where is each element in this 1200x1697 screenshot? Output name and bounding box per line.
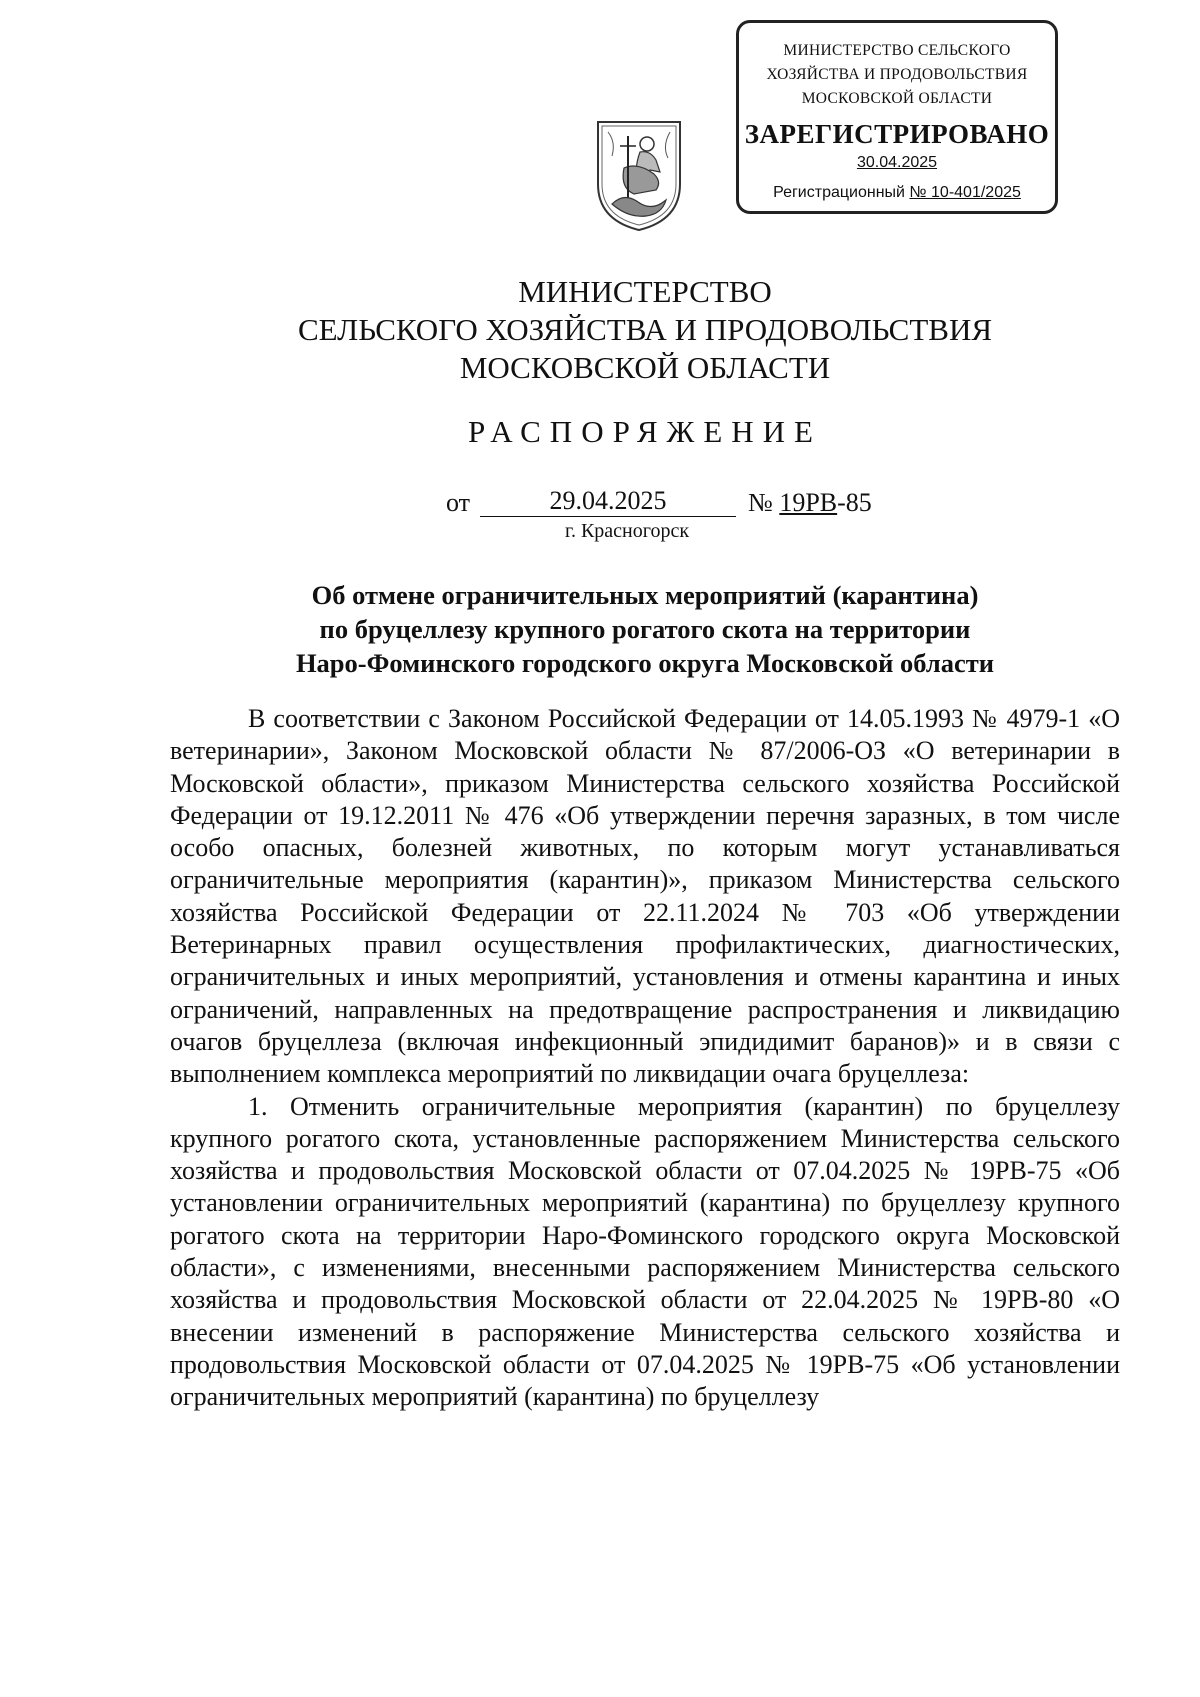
document-date-number-line: [446, 486, 1086, 522]
stamp-org-line: МИНИСТЕРСТВО СЕЛЬСКОГО: [783, 42, 1011, 59]
ministry-name-line: СЕЛЬСКОГО ХОЗЯЙСТВА И ПРОДОВОЛЬСТВИЯ: [297, 312, 993, 347]
body-paragraph-preamble: В соответствии с Законом Российской Федерации от 14.05.1993 № 4979-1 «О ветеринарии», Законом Московской области № 87/2006-ОЗ «О ветеринарии в Московской области», приказом Министерства сельского хозяйства Российской Федерации от 19.12.2011 № 476 «Об утверждении перечня заразных, в том числе особо опасных, болезней животных, по которым могут устанавливаться ограничительные мероприятия (карантин)», приказом Министерства сельского хозяйства Российской Федерации от 22.11.2024 № 703 «Об утверждении Ветеринарных правил осуществления профилактических, диагностических, ограничительных и иных мероприятий, установления и отмены карантина и иных ограничений, направленных на предотвращение распространения и ликвидацию очагов бруцеллеза (включая инфекционный эпидидимит баранов)» и в связи с выполнением комплекса мероприятий по ликвидации очага бруцеллеза:: [170, 704, 1120, 1089]
stamp-reg-label: Регистрационный: [773, 184, 910, 201]
number-prefix: №: [748, 488, 780, 517]
moscow-oblast-coat-of-arms-icon: [590, 112, 688, 234]
date-prefix: от: [446, 488, 471, 517]
document-body: [170, 703, 1120, 1414]
stamp-title: ЗАРЕГИСТРИРОВАНО: [744, 119, 1050, 149]
document-subject: [170, 578, 1120, 680]
registration-stamp: [736, 20, 1058, 214]
ministry-name-line: МИНИСТЕРСТВО: [518, 274, 772, 309]
subject-line: Об отмене ограничительных мероприятий (карантина): [311, 580, 979, 610]
document-number: [748, 488, 872, 518]
subject-line: Наро-Фоминского городского округа Московской области: [295, 648, 995, 678]
coat-of-arms: [590, 112, 688, 234]
stamp-date: 30.04.2025: [856, 154, 938, 171]
document-type: РАСПОРЯЖЕНИЕ: [468, 414, 822, 449]
stamp-reg-value: № 10-401/2025: [909, 184, 1021, 201]
ministry-name: [200, 273, 1090, 387]
document-city: г. Красногорск: [565, 520, 690, 542]
number-suffix: -85: [837, 488, 872, 517]
stamp-organization: [739, 39, 1055, 111]
stamp-registration-number: [739, 184, 1055, 202]
number-series: 19РВ: [779, 488, 838, 517]
stamp-org-line: МОСКОВСКОЙ ОБЛАСТИ: [801, 90, 993, 107]
ministry-name-line: МОСКОВСКОЙ ОБЛАСТИ: [459, 350, 831, 385]
document-date: 29.04.2025: [480, 486, 736, 517]
subject-line: по бруцеллезу крупного рогатого скота на территории: [319, 614, 971, 644]
body-paragraph-item-1: 1. Отменить ограничительные мероприятия (карантин) по бруцеллезу крупного рогатого скота, установленные распоряжением Министерства сельского хозяйства и продовольствия Московской области от 07.04.2025 № 19РВ-75 «Об установлении ограничительных мероприятий (карантина) по бруцеллезу крупного рогатого скота на территории Наро-Фоминского городского округа Московской области», с изменениями, внесенными распоряжением Министерства сельского хозяйства и продовольствия Московской области от 22.04.2025 № 19РВ-80 «О внесении изменений в распоряжение Министерства сельского хозяйства и продовольствия Московской области от 07.04.2025 № 19РВ-75 «Об установлении ограничительных мероприятий (карантина) по бруцеллезу: [170, 1091, 1120, 1412]
stamp-org-line: ХОЗЯЙСТВА И ПРОДОВОЛЬСТВИЯ: [766, 66, 1028, 83]
